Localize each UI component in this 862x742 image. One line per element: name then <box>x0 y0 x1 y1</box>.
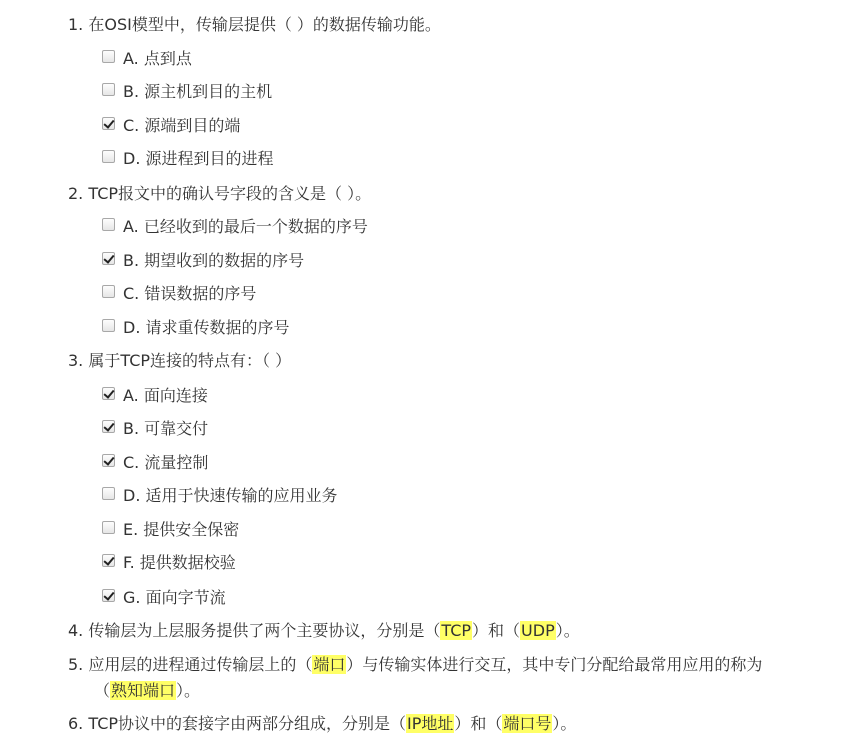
q2-option-b[interactable] <box>102 250 304 272</box>
option-label: C. 错误数据的序号 <box>123 284 257 303</box>
q4-prefix: 4. 传输层为上层服务提供了两个主要协议，分别是（ <box>68 621 441 640</box>
checkbox-checked[interactable] <box>102 420 115 433</box>
q6-answer-1: IP地址 <box>407 714 454 733</box>
option-label: A. 面向连接 <box>123 386 208 405</box>
q6-prefix: 6. TCP协议中的套接字由两部分组成，分别是（ <box>68 714 407 733</box>
question-6-fill <box>68 713 576 735</box>
q3-option-f[interactable] <box>102 552 236 574</box>
q5-line1-prefix: 5. 应用层的进程通过传输层上的（ <box>68 655 313 674</box>
checkbox[interactable] <box>102 521 115 534</box>
question-1-title: 1. 在OSI模型中，传输层提供（ ）的数据传输功能。 <box>68 15 441 34</box>
q5-line2-prefix: （ <box>94 681 111 700</box>
q5-answer-2: 熟知端口 <box>111 681 176 700</box>
q2-option-c[interactable] <box>102 283 256 305</box>
question-2-title: 2. TCP报文中的确认号字段的含义是（ ）。 <box>68 184 372 203</box>
option-label: D. 源进程到目的进程 <box>123 149 274 168</box>
q4-suffix: ）。 <box>555 621 580 640</box>
option-label: B. 期望收到的数据的序号 <box>123 251 305 270</box>
question-5-fill-line2 <box>94 680 200 702</box>
q5-line1-suffix: ）与传输实体进行交互，其中专门分配给最常用应用的称为 <box>346 655 763 674</box>
q5-answer-1: 端口 <box>313 655 346 674</box>
option-label: D. 适用于快速传输的应用业务 <box>123 486 338 505</box>
option-label: A. 已经收到的最后一个数据的序号 <box>123 217 368 236</box>
checkbox[interactable] <box>102 285 115 298</box>
checkbox-checked[interactable] <box>102 554 115 567</box>
checkbox-checked[interactable] <box>102 589 115 602</box>
q6-answer-2: 端口号 <box>503 714 552 733</box>
checkbox-checked[interactable] <box>102 454 115 467</box>
q4-answer-2: UDP <box>521 621 555 640</box>
checkbox[interactable] <box>102 319 115 332</box>
q3-option-d[interactable] <box>102 485 338 507</box>
option-label: C. 源端到目的端 <box>123 116 241 135</box>
q4-mid: ）和（ <box>472 621 521 640</box>
checkbox[interactable] <box>102 487 115 500</box>
option-label: D. 请求重传数据的序号 <box>123 318 290 337</box>
checkbox[interactable] <box>102 50 115 63</box>
option-label: G. 面向字节流 <box>123 588 226 607</box>
option-label: A. 点到点 <box>123 49 192 68</box>
checkbox[interactable] <box>102 218 115 231</box>
q3-option-g[interactable] <box>102 587 226 609</box>
q6-mid: ）和（ <box>454 714 503 733</box>
q1-option-c[interactable] <box>102 115 240 137</box>
checkbox-checked[interactable] <box>102 252 115 265</box>
q2-option-a[interactable] <box>102 216 368 238</box>
q1-option-d[interactable] <box>102 148 274 170</box>
checkbox[interactable] <box>102 150 115 163</box>
q3-option-b[interactable] <box>102 418 208 440</box>
checkbox[interactable] <box>102 83 115 96</box>
q6-suffix: ）。 <box>552 714 577 733</box>
option-label: C. 流量控制 <box>123 453 209 472</box>
checkbox-checked[interactable] <box>102 387 115 400</box>
option-label: F. 提供数据校验 <box>123 553 236 572</box>
q4-answer-1: TCP <box>441 621 472 640</box>
q3-option-c[interactable] <box>102 452 208 474</box>
q3-option-a[interactable] <box>102 385 208 407</box>
checkbox-checked[interactable] <box>102 117 115 130</box>
q5-line2-suffix: ）。 <box>176 681 201 700</box>
q2-option-d[interactable] <box>102 317 290 339</box>
q1-option-a[interactable] <box>102 48 192 70</box>
question-4-fill <box>68 620 580 642</box>
q1-option-b[interactable] <box>102 81 272 103</box>
option-label: B. 源主机到目的主机 <box>123 82 273 101</box>
q3-option-e[interactable] <box>102 519 239 541</box>
question-3-title: 3. 属于TCP连接的特点有：（ ） <box>68 351 292 370</box>
question-5-fill-line1 <box>68 654 762 676</box>
option-label: B. 可靠交付 <box>123 419 209 438</box>
option-label: E. 提供安全保密 <box>123 520 240 539</box>
